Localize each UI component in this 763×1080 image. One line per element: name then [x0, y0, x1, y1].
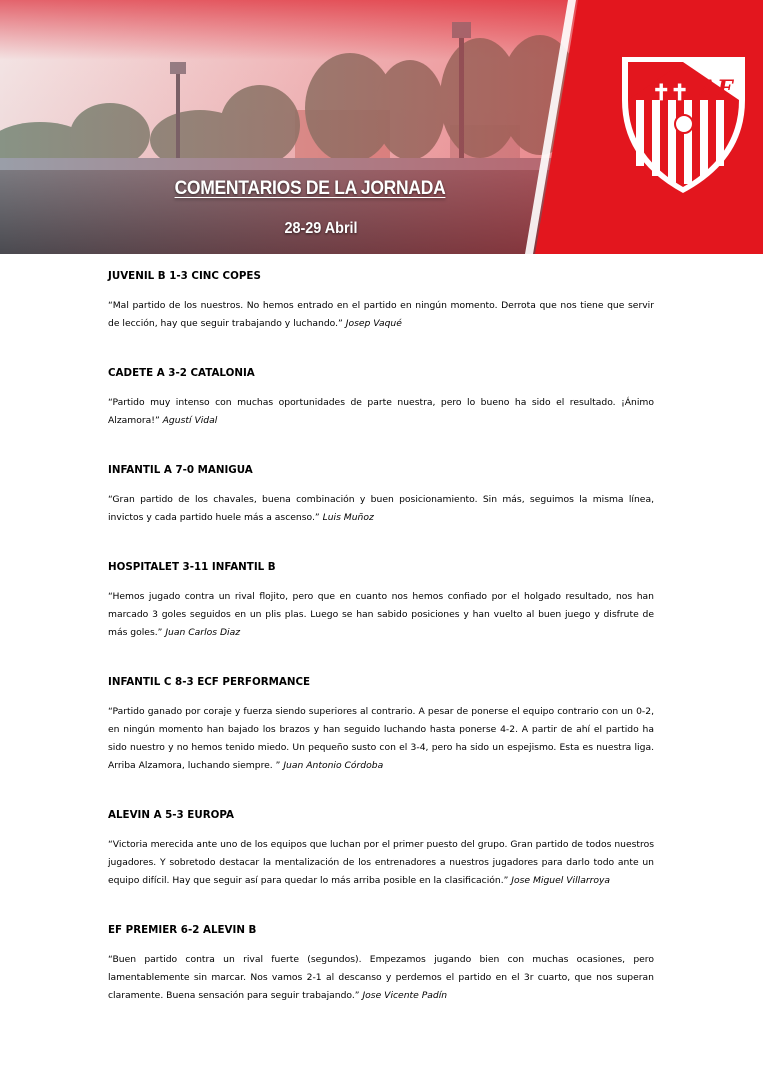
comment-author: Juan Carlos Diaz — [165, 627, 241, 638]
match-heading: EF PREMIER 6-2 ALEVIN B — [108, 924, 257, 936]
match-comment — [108, 703, 654, 775]
comment-text: “Hemos jugado contra un rival flojito, pero que en cuanto nos hemos confiado por el holgado resultado, nos han marcado 3 goles seguidos en un plis plas. Luego se han sabido posiciones y han vuelto al buen juego y disfrute de más goles.” — [108, 591, 654, 638]
match-entry — [108, 676, 654, 775]
header-banner — [0, 0, 763, 254]
match-entry — [108, 367, 654, 430]
match-comment — [108, 836, 654, 890]
match-comment — [108, 297, 654, 333]
match-comment — [108, 951, 654, 1005]
comment-author: Agustí Vidal — [162, 415, 218, 426]
stadium-photo — [0, 0, 763, 254]
comment-author: Josep Vaqué — [345, 318, 402, 329]
page-title: COMENTARIOS DE LA JORNADA — [174, 178, 446, 199]
comment-author: Juan Antonio Córdoba — [283, 760, 384, 771]
match-comment — [108, 394, 654, 430]
page-date: 28-29 Abril — [284, 220, 358, 237]
match-entry — [108, 924, 654, 1005]
match-entry — [108, 270, 654, 333]
match-entry — [108, 464, 654, 527]
comment-text: “Partido ganado por coraje y fuerza siendo superiores al contrario. A pesar de ponerse el equipo contrario con un 0-2, en ningún momento han bajado los brazos y han seguido luchando hasta ponerse 4-2. A partir de ahí el partido ha sido nuestro y no hemos tenido miedo. Un pequeño susto con el 3-4, pero ha sido un espejismo. Esta es nuestra liga. Arriba Alzamora, luchando siempre. ” — [108, 706, 654, 771]
match-heading: CADETE A 3-2 CATALONIA — [108, 367, 255, 379]
match-heading: JUVENIL B 1-3 CINC COPES — [108, 270, 261, 282]
match-heading: ALEVIN A 5-3 EUROPA — [108, 809, 234, 821]
comment-text: “Mal partido de los nuestros. No hemos entrado en el partido en ningún momento. Derrota que nos tiene que servir de lección, hay que seguir trabajando y luchando.” — [108, 300, 654, 329]
comment-text: “Victoria merecida ante uno de los equipos que luchan por el primer puesto del grupo. Gran partido de todos nuestros jugadores. Y sobretodo destacar la mentalización de los entrenadores a nuestros jugadores para darlo todo ante un equipo difícil. Hay que seguir así para quedar lo más arriba posible en la clasificación.” — [108, 839, 654, 886]
svg-text:AF: AF — [700, 76, 733, 102]
match-comments — [108, 270, 654, 1005]
comment-text: “Gran partido de los chavales, buena combinación y buen posicionamiento. Sin más, seguimos la misma línea, invictos y cada partido huele más a ascenso.” — [108, 494, 654, 523]
match-heading: INFANTIL C 8-3 ECF PERFORMANCE — [108, 676, 311, 688]
comment-author: Luis Muñoz — [322, 512, 374, 523]
match-comment — [108, 588, 654, 642]
match-entry — [108, 809, 654, 890]
comment-text: “Buen partido contra un rival fuerte (segundos). Empezamos jugando bien con muchas ocasiones, pero lamentablemente sin marcar. Nos vamos 2-1 al descanso y perdemos el partido en el 3r cuarto, que nos superan claramente. Buena sensación para seguir trabajando.” — [108, 954, 654, 1001]
comment-text: “Partido muy intenso con muchas oportunidades de parte nuestra, pero lo bueno ha sido el resultado. ¡Ánimo Alzamora!” — [108, 397, 654, 426]
comment-author: Jose Vicente Padín — [362, 990, 448, 1001]
comment-author: Jose Miguel Villarroya — [511, 875, 611, 886]
match-comment — [108, 491, 654, 527]
match-entry — [108, 561, 654, 642]
match-heading: INFANTIL A 7-0 MANIGUA — [108, 464, 253, 476]
svg-text:✝✝: ✝✝ — [652, 80, 689, 106]
match-heading: HOSPITALET 3-11 INFANTIL B — [108, 561, 276, 573]
